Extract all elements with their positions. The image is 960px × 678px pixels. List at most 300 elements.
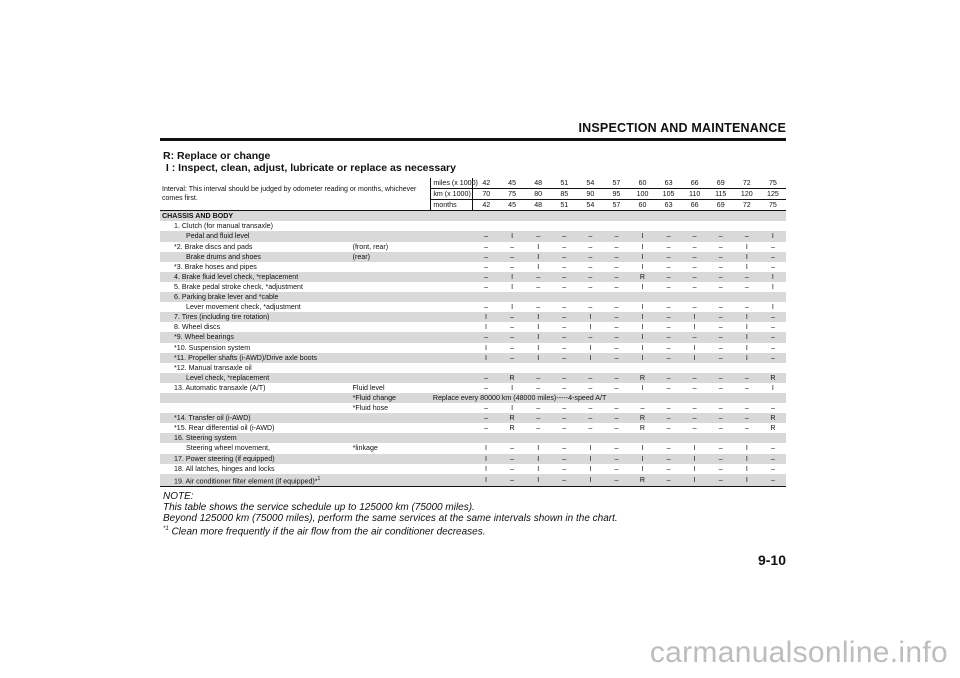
row-interval-mark: I [485, 323, 488, 332]
row-interval-mark: I [641, 282, 644, 291]
row-interval-mark: – [734, 373, 760, 383]
row-interval-mark [656, 433, 682, 443]
row-interval-mark: I [734, 332, 760, 342]
interval-value: 45 [499, 178, 525, 189]
row-interval-mark: – [551, 474, 577, 487]
interval-value: 57 [603, 200, 629, 211]
row-interval-mark [656, 292, 682, 302]
row-interval-mark: – [718, 242, 723, 251]
row-interval-mark: I [771, 303, 774, 312]
table-row [160, 322, 786, 332]
row-item-label: 8. Wheel discs [174, 323, 221, 332]
table-row [160, 433, 786, 443]
table-row [160, 292, 786, 302]
row-item-label: *14. Transfer oil (i-AWD) [160, 413, 351, 423]
row-item-label: 4. Brake fluid level check, *replacement [160, 272, 351, 282]
row-interval-mark: I [629, 454, 655, 464]
row-interval-mark: – [744, 303, 749, 312]
row-item-detail [351, 413, 431, 423]
row-interval-mark: – [614, 444, 619, 453]
row-interval-mark: I [641, 242, 644, 251]
row-interval-mark: – [510, 262, 515, 271]
row-interval-mark [473, 292, 499, 302]
row-interval-mark: – [666, 262, 671, 271]
row-interval-mark [682, 363, 708, 373]
row-item-detail [351, 363, 431, 373]
row-interval-mark: – [562, 343, 567, 352]
row-spacer [431, 252, 473, 262]
interval-value: 63 [656, 200, 682, 211]
row-interval-mark: – [551, 272, 577, 282]
row-interval-mark: – [682, 252, 708, 262]
row-interval-mark: I [485, 444, 488, 453]
row-interval-mark [577, 433, 603, 443]
row-interval-mark [760, 221, 786, 231]
row-item-detail [351, 221, 431, 231]
row-interval-mark: – [666, 383, 671, 392]
row-interval-mark: – [718, 323, 723, 332]
row-interval-mark [603, 292, 629, 302]
row-interval-mark: – [692, 383, 697, 392]
row-spacer [431, 423, 473, 433]
row-interval-mark: – [588, 303, 593, 312]
row-interval-mark: – [718, 404, 723, 413]
row-item-label: *15. Rear differential oil (i-AWD) [174, 424, 275, 433]
row-interval-mark: – [744, 282, 749, 291]
row-interval-mark: I [577, 353, 603, 363]
interval-value: 72 [734, 178, 760, 189]
table-row [160, 242, 786, 252]
interval-value: 85 [551, 189, 577, 200]
row-interval-mark: I [577, 312, 603, 322]
row-interval-mark [525, 221, 551, 231]
row-interval-mark: – [484, 424, 488, 433]
row-spacer [431, 221, 473, 231]
note-block [163, 491, 618, 537]
row-interval-mark: – [614, 242, 619, 251]
row-item-detail [351, 272, 431, 282]
row-interval-mark: – [603, 332, 629, 342]
section-title: CHASSIS AND BODY [160, 211, 786, 222]
row-interval-mark: – [603, 312, 629, 322]
table-row [160, 363, 786, 373]
row-interval-mark [734, 433, 760, 443]
row-interval-mark [499, 292, 525, 302]
interval-value: 75 [499, 189, 525, 200]
row-interval-mark: – [588, 262, 593, 271]
header-title: INSPECTION AND MAINTENANCE [578, 121, 786, 135]
row-interval-mark: R [629, 373, 655, 383]
row-interval-mark: – [473, 231, 499, 241]
row-spacer [431, 413, 473, 423]
row-interval-mark: I [771, 282, 774, 291]
row-interval-mark: – [692, 303, 697, 312]
row-interval-mark: – [588, 383, 593, 392]
row-interval-mark: – [536, 282, 541, 291]
row-interval-mark [656, 221, 682, 231]
interval-value: 72 [734, 200, 760, 211]
row-item-detail [351, 454, 431, 464]
row-item-label [160, 403, 351, 413]
row-interval-mark: I [589, 464, 592, 473]
row-interval-mark: – [562, 464, 567, 473]
row-interval-mark: – [682, 373, 708, 383]
row-item-detail: (front, rear) [352, 242, 389, 251]
table-row [160, 393, 786, 403]
maintenance-schedule-table [160, 178, 786, 487]
row-interval-mark: – [692, 404, 697, 413]
table-row [160, 373, 786, 383]
row-interval-mark: – [708, 474, 734, 487]
row-interval-mark: – [551, 332, 577, 342]
row-spacer [431, 343, 473, 353]
row-interval-mark: – [744, 404, 749, 413]
row-interval-mark: – [614, 323, 619, 332]
row-spacer [431, 403, 473, 413]
row-interval-mark [473, 433, 499, 443]
row-interval-mark: I [745, 343, 748, 352]
interval-value: 42 [473, 200, 499, 211]
row-item-detail [351, 433, 431, 443]
row-interval-mark: I [734, 353, 760, 363]
row-interval-mark: – [562, 242, 567, 251]
interval-value: 75 [760, 200, 786, 211]
table-row [160, 221, 786, 231]
row-interval-mark [708, 363, 734, 373]
row-interval-mark: – [551, 373, 577, 383]
interval-value: 69 [708, 178, 734, 189]
row-item-label: 16. Steering system [160, 433, 351, 443]
table-row [160, 312, 786, 322]
row-interval-mark: – [562, 303, 567, 312]
row-interval-mark: – [718, 262, 723, 271]
row-interval-mark [656, 363, 682, 373]
row-interval-mark: – [536, 383, 541, 392]
row-interval-mark: I [525, 332, 551, 342]
table-row [160, 343, 786, 353]
row-interval-mark: – [510, 444, 515, 453]
row-interval-mark [760, 433, 786, 443]
row-interval-mark: – [577, 231, 603, 241]
row-interval-mark: – [692, 262, 697, 271]
row-interval-mark: – [551, 413, 577, 423]
row-item-label: Pedal and fluid level [160, 231, 351, 241]
row-interval-mark [734, 292, 760, 302]
row-interval-mark: – [603, 474, 629, 487]
row-interval-mark [603, 221, 629, 231]
row-interval-mark [577, 363, 603, 373]
interval-value: 60 [629, 200, 655, 211]
row-item-detail [351, 343, 431, 353]
row-spacer [431, 373, 473, 383]
row-interval-mark: – [499, 353, 525, 363]
row-interval-mark [525, 292, 551, 302]
row-interval-mark: – [666, 282, 671, 291]
row-interval-mark: – [484, 303, 488, 312]
table-row [160, 302, 786, 312]
row-spacer [431, 242, 473, 252]
interval-value: 63 [656, 178, 682, 189]
row-interval-mark: – [588, 404, 593, 413]
row-spacer [431, 302, 473, 312]
row-interval-mark: – [562, 323, 567, 332]
row-interval-mark: – [708, 373, 734, 383]
row-interval-mark: – [718, 303, 723, 312]
row-item-label: 17. Power steering (if equipped) [160, 454, 351, 464]
footnote-mark: *1 [163, 526, 169, 532]
interval-value: 42 [473, 178, 499, 189]
row-interval-mark: I [577, 474, 603, 487]
row-interval-mark: I [499, 272, 525, 282]
row-item-label: Brake drums and shoes [160, 252, 351, 262]
row-interval-mark: – [708, 272, 734, 282]
row-interval-mark: I [682, 353, 708, 363]
row-interval-mark: – [708, 454, 734, 464]
interval-value: 70 [473, 189, 499, 200]
table-row [160, 403, 786, 413]
legend [163, 150, 456, 174]
row-interval-mark: – [614, 424, 619, 433]
interval-unit-label: km (x 1000) [431, 189, 473, 200]
row-interval-mark: I [693, 444, 696, 453]
row-interval-mark: – [666, 464, 671, 473]
row-interval-mark: – [656, 332, 682, 342]
row-interval-mark: I [525, 454, 551, 464]
row-interval-mark: – [770, 444, 775, 453]
row-interval-mark: – [614, 464, 619, 473]
row-interval-mark: I [485, 464, 488, 473]
row-interval-mark: I [589, 444, 592, 453]
interval-value: 105 [656, 189, 682, 200]
row-spacer [431, 353, 473, 363]
row-item-label: 5. Brake pedal stroke check, *adjustment [174, 282, 303, 291]
row-interval-mark: I [745, 464, 748, 473]
row-interval-mark: – [656, 312, 682, 322]
row-interval-mark: – [718, 383, 723, 392]
row-interval-mark: I [745, 323, 748, 332]
row-interval-mark: – [536, 303, 541, 312]
row-interval-mark [577, 292, 603, 302]
row-interval-mark: – [708, 413, 734, 423]
row-interval-mark: R [629, 413, 655, 423]
table-row [160, 262, 786, 272]
row-item-label: 18. All latches, hinges and locks [174, 464, 275, 473]
row-item-label: 1. Clutch (for manual transaxle) [174, 222, 273, 231]
row-interval-mark [760, 292, 786, 302]
row-spacer [431, 322, 473, 332]
row-interval-mark: I [682, 454, 708, 464]
table-row [160, 383, 786, 393]
row-interval-mark: – [666, 404, 671, 413]
row-interval-mark: – [770, 464, 775, 473]
row-interval-mark: – [614, 343, 619, 352]
row-spacer [431, 332, 473, 342]
row-interval-mark: I [641, 464, 644, 473]
row-interval-mark: – [603, 272, 629, 282]
row-interval-mark: – [525, 413, 551, 423]
interval-value: 80 [525, 189, 551, 200]
row-interval-mark [682, 292, 708, 302]
row-interval-mark: I [511, 282, 514, 291]
row-interval-mark: – [734, 231, 760, 241]
row-spacer [431, 383, 473, 393]
interval-value: 51 [551, 200, 577, 211]
row-interval-mark: – [666, 242, 671, 251]
row-interval-mark: – [473, 332, 499, 342]
row-item-detail [351, 231, 431, 241]
row-interval-mark: – [666, 444, 671, 453]
row-interval-mark: – [656, 231, 682, 241]
row-interval-mark: – [770, 323, 775, 332]
row-interval-mark: – [708, 353, 734, 363]
row-interval-mark: – [770, 343, 775, 352]
row-interval-mark: R [760, 373, 786, 383]
interval-value: 110 [682, 189, 708, 200]
row-interval-mark: – [718, 343, 723, 352]
row-interval-mark: I [577, 454, 603, 464]
row-interval-mark: – [484, 242, 488, 251]
row-interval-mark: R [770, 424, 776, 433]
row-span-note: Replace every 80000 km (48000 miles)-----4-speed A/T [431, 393, 786, 403]
row-interval-mark [577, 221, 603, 231]
row-interval-mark: I [537, 323, 540, 332]
row-item-detail: *linkage [352, 444, 378, 453]
row-interval-mark [499, 363, 525, 373]
row-interval-mark: – [562, 383, 567, 392]
row-interval-mark: I [682, 474, 708, 487]
row-interval-mark: – [656, 413, 682, 423]
table-row [160, 353, 786, 363]
row-interval-mark: – [577, 272, 603, 282]
row-spacer [431, 292, 473, 302]
row-spacer [431, 272, 473, 282]
row-item-detail [351, 322, 431, 332]
row-interval-mark: – [588, 424, 593, 433]
row-label-superscript: 1 [317, 475, 321, 482]
row-interval-mark: – [603, 231, 629, 241]
row-item-label: 19. Air conditioner filter element (if equipped)*$^1$ [160, 474, 351, 487]
row-interval-mark: I [771, 383, 774, 392]
row-interval-mark: I [473, 454, 499, 464]
row-interval-mark: – [656, 252, 682, 262]
row-interval-mark: – [682, 231, 708, 241]
interval-value: 57 [603, 178, 629, 189]
row-item-label: Lever movement check, *adjustment [186, 303, 301, 312]
row-interval-mark [499, 433, 525, 443]
row-interval-mark: – [770, 242, 775, 251]
header-rule [160, 138, 786, 141]
row-interval-mark [708, 221, 734, 231]
row-interval-mark: – [744, 383, 749, 392]
row-interval-mark: – [484, 404, 488, 413]
row-interval-mark: – [718, 444, 723, 453]
interval-header-row [160, 178, 786, 189]
table-row [160, 454, 786, 464]
row-item-label: Steering wheel movement, [186, 444, 270, 453]
row-interval-mark: – [484, 383, 488, 392]
row-item-detail [351, 312, 431, 322]
row-interval-mark: – [718, 282, 723, 291]
row-interval-mark: – [603, 353, 629, 363]
row-interval-mark: I [734, 474, 760, 487]
row-item-detail: *Fluid hose [352, 404, 389, 413]
row-interval-mark: I [511, 303, 514, 312]
row-interval-mark: I [537, 262, 540, 271]
row-interval-mark [629, 363, 655, 373]
interval-value: 120 [734, 189, 760, 200]
row-interval-mark: I [499, 231, 525, 241]
row-interval-mark: – [666, 323, 671, 332]
row-item-detail [351, 292, 431, 302]
page-number: 9-10 [757, 552, 786, 568]
row-interval-mark: – [666, 343, 671, 352]
row-interval-mark: – [473, 373, 499, 383]
row-interval-mark: – [692, 242, 697, 251]
row-interval-mark: I [745, 444, 748, 453]
interval-value: 66 [682, 200, 708, 211]
row-item-detail: *Fluid change [351, 393, 431, 403]
row-interval-mark: – [510, 464, 515, 473]
interval-value: 69 [708, 200, 734, 211]
row-interval-mark: I [745, 242, 748, 251]
row-interval-mark: R [629, 474, 655, 487]
row-interval-mark: – [577, 413, 603, 423]
interval-value: 45 [499, 200, 525, 211]
row-interval-mark: – [708, 312, 734, 322]
row-item-label: Level check, *replacement [160, 373, 351, 383]
table-row [160, 282, 786, 292]
row-interval-mark: I [537, 464, 540, 473]
row-interval-mark: I [734, 312, 760, 322]
footnote-text: Clean more frequently if the air flow from the air conditioner decreases. [168, 526, 486, 538]
row-interval-mark: – [656, 454, 682, 464]
table-row [160, 272, 786, 282]
row-interval-mark: – [744, 424, 749, 433]
row-interval-mark: I [641, 343, 644, 352]
section-header-row [160, 211, 786, 222]
row-interval-mark: – [588, 242, 593, 251]
row-spacer [431, 464, 473, 474]
row-interval-mark: – [577, 373, 603, 383]
row-interval-mark: – [551, 312, 577, 322]
row-interval-mark: – [499, 252, 525, 262]
row-interval-mark: – [718, 464, 723, 473]
row-interval-mark: – [499, 454, 525, 464]
row-interval-mark: I [537, 343, 540, 352]
row-interval-mark: I [629, 332, 655, 342]
row-interval-mark: – [473, 413, 499, 423]
row-interval-mark: – [666, 303, 671, 312]
row-interval-mark: I [629, 353, 655, 363]
row-interval-mark: – [770, 404, 775, 413]
row-interval-mark: – [577, 252, 603, 262]
row-interval-mark: I [760, 272, 786, 282]
row-interval-mark: I [641, 303, 644, 312]
row-interval-mark: – [692, 424, 697, 433]
row-interval-mark: I [589, 323, 592, 332]
row-interval-mark: – [536, 424, 541, 433]
interval-value: 54 [577, 178, 603, 189]
row-interval-mark: – [666, 424, 671, 433]
row-interval-mark: I [525, 474, 551, 487]
row-interval-mark: I [629, 231, 655, 241]
row-item-detail [351, 302, 431, 312]
row-interval-mark: – [551, 252, 577, 262]
row-interval-mark: – [760, 474, 786, 487]
row-interval-mark: – [603, 252, 629, 262]
row-interval-mark: – [577, 332, 603, 342]
row-interval-mark: – [562, 262, 567, 271]
